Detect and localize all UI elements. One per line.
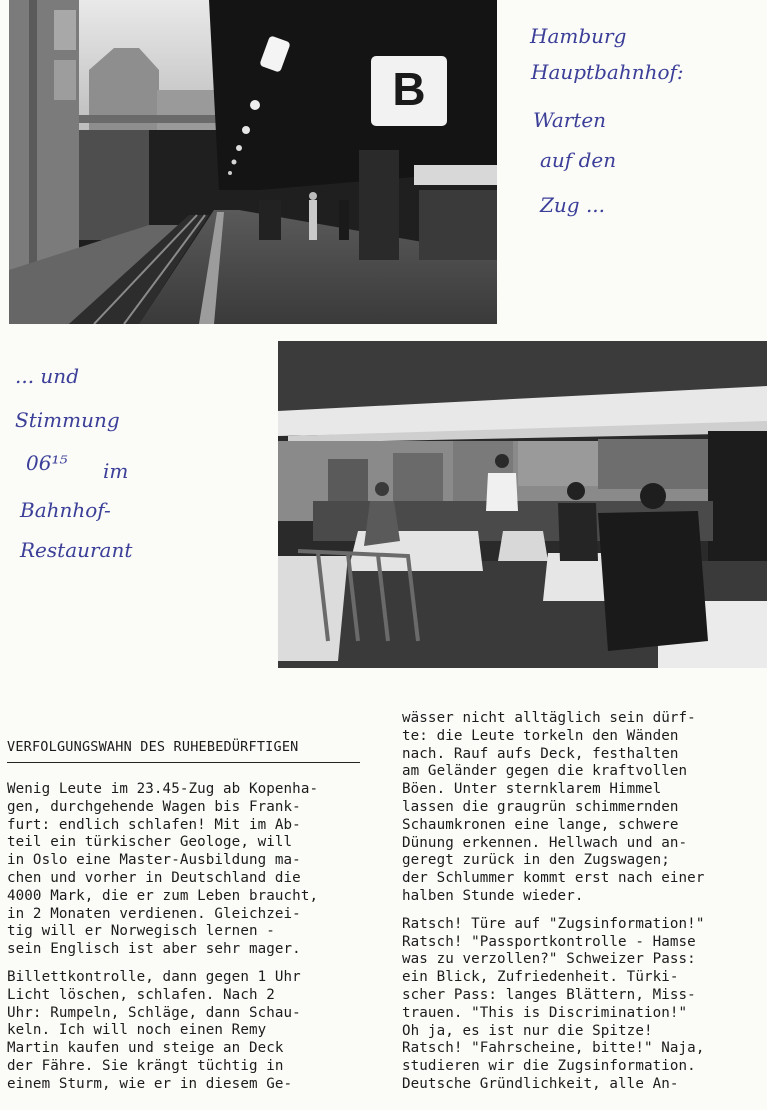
text-line: der Schlummer kommt erst nach einer [402, 870, 705, 887]
article-right-column [402, 710, 762, 1104]
caption-middle-line-1: ... und [15, 364, 79, 388]
text-line: furt: endlich schlafen! Mit im Ab- [7, 816, 301, 833]
text-line: was zu verzollen?" Schweizer Pass: [402, 951, 696, 968]
station-restaurant-image [278, 341, 767, 668]
text-line: Ratsch! "Passportkontrolle - Hamse [402, 933, 696, 950]
text-line: studieren wir die Zugsinformation. [402, 1058, 696, 1075]
caption-middle-line-2: Stimmung [15, 408, 120, 432]
caption-top-line-2: Hauptbahnhof: [531, 60, 684, 84]
text-line: wässer nicht alltäglich sein dürf- [402, 710, 696, 726]
article-paragraph [402, 710, 762, 906]
text-line: Oh ja, es ist nur die Spitze! [402, 1022, 653, 1039]
text-line: teil ein türkischer Geologe, will [7, 834, 293, 851]
article-paragraph [7, 969, 365, 1094]
text-line: gen, durchgehende Wagen bis Frank- [7, 798, 301, 815]
platform-sign-letter: B [392, 63, 426, 115]
caption-middle-line-3: 06¹⁵ [26, 451, 68, 475]
text-line: 4000 Mark, die er zum Leben braucht, [7, 887, 319, 904]
station-platform-photo [9, 0, 497, 324]
text-line: halben Stunde wieder. [402, 887, 584, 904]
text-line: der Fähre. Sie krängt tüchtig in [7, 1057, 284, 1074]
text-line: te: die Leute torkeln den Wänden [402, 727, 679, 744]
text-line: Wenig Leute im 23.45-Zug ab Kopenha- [7, 781, 319, 797]
text-line: Ratsch! Türe auf "Zugsinformation!" [402, 915, 705, 932]
text-line: Billettkontrolle, dann gegen 1 Uhr [7, 968, 301, 985]
caption-top-line-4: auf den [540, 148, 617, 172]
text-line: in 2 Monaten verdienen. Gleichzei- [7, 905, 301, 922]
article-left-column [7, 781, 365, 1104]
caption-top-line-5: Zug ... [540, 193, 606, 217]
text-line: Böen. Unter sternklarem Himmel [402, 781, 662, 798]
article-heading: VERFOLGUNGSWAHN DES RUHEBEDÜRFTIGEN [7, 739, 299, 755]
text-line: Ratsch! "Fahrscheine, bitte!" Naja, [402, 1040, 705, 1057]
caption-middle-line-4: im [103, 459, 129, 483]
text-line: Licht löschen, schlafen. Nach 2 [7, 986, 275, 1003]
text-line: lassen die graugrün schimmernden [402, 798, 679, 815]
text-line: Martin kaufen und steige an Deck [7, 1040, 284, 1057]
caption-top-line-1: Hamburg [530, 24, 627, 48]
text-line: Schaumkronen eine lange, schwere [402, 816, 679, 833]
text-line: ein Blick, Zufriedenheit. Türki- [402, 969, 679, 986]
text-line: Uhr: Rumpeln, Schläge, dann Schau- [7, 1004, 301, 1021]
text-line: nach. Rauf aufs Deck, festhalten [402, 745, 679, 762]
text-line: tig will er Norwegisch lernen - [7, 923, 275, 940]
heading-underline [7, 762, 360, 763]
caption-top-line-3: Warten [533, 108, 607, 132]
text-line: am Geländer gegen die kraftvollen [402, 763, 688, 780]
text-line: sein Englisch ist aber sehr mager. [7, 941, 301, 958]
text-line: chen und vorher in Deutschland die [7, 869, 301, 886]
text-line: Deutsche Gründlichkeit, alle An- [402, 1075, 679, 1092]
article-paragraph [7, 781, 365, 959]
text-line: in Oslo eine Master-Ausbildung ma- [7, 852, 301, 869]
text-line: einem Sturm, wie er in diesem Ge- [7, 1075, 293, 1092]
caption-middle-line-5: Bahnhof- [20, 498, 111, 522]
text-line: geregt zurück in den Zugswagen; [402, 852, 670, 869]
text-line: keln. Ich will noch einen Remy [7, 1022, 267, 1039]
article-paragraph [402, 916, 762, 1094]
station-restaurant-photo [278, 341, 767, 668]
caption-middle-line-6: Restaurant [20, 538, 133, 562]
text-line: Dünung erkennen. Hellwach und an- [402, 834, 688, 851]
station-platform-image [9, 0, 497, 324]
text-line: scher Pass: langes Blättern, Miss- [402, 986, 696, 1003]
text-line: trauen. "This is Discrimination!" [402, 1004, 688, 1021]
